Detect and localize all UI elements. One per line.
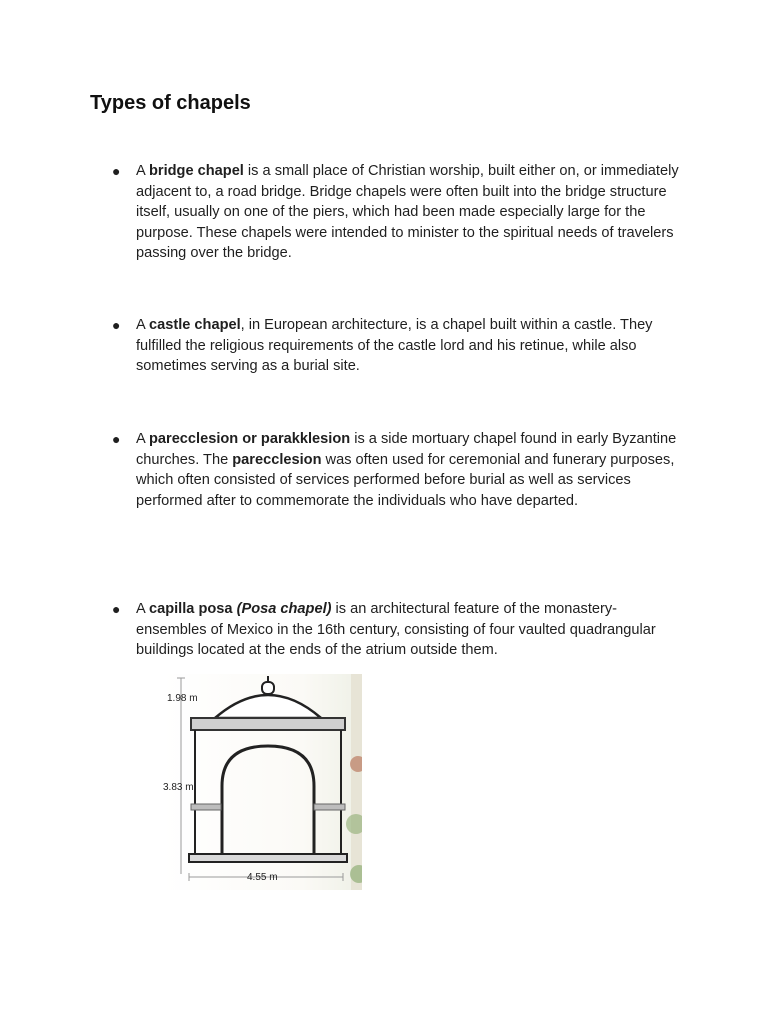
arch-opening [222, 746, 314, 854]
posa-chapel-diagram [163, 674, 362, 890]
bullet-icon: ● [112, 163, 121, 179]
bullet-icon: ● [112, 601, 121, 617]
list-item-parecclesion [112, 429, 682, 511]
item-text [136, 315, 682, 377]
impost-band-left [191, 804, 221, 810]
item-intro: A [136, 317, 149, 333]
base-plinth [189, 854, 347, 862]
item-text [136, 161, 682, 264]
item-middle: is a side mortuary chapel found in early Byzantine churches. The [136, 431, 677, 468]
item-term: bridge chapel [148, 163, 244, 179]
bullet-icon: ● [112, 431, 121, 447]
lantern [262, 682, 274, 694]
item-description: is an architectural feature of the monastery-ensembles of Mexico in the 16th century, consisting of four vaulted quadrangular buildings located at the ends of the atrium outside them. [136, 601, 656, 658]
cornice [191, 718, 345, 730]
item-term: parecclesion or parakklesion [148, 431, 351, 447]
item-intro: A [136, 431, 149, 447]
bullet-icon: ● [112, 317, 121, 333]
item-intro: A [136, 601, 149, 617]
item-term: capilla posa [148, 601, 233, 617]
item-alt-name: (Posa chapel) [236, 601, 332, 617]
item-intro: A [136, 163, 149, 179]
dimension-label-width: 4.55 m [247, 872, 278, 883]
item-term-secondary: parecclesion [232, 451, 322, 468]
list-item-castle-chapel [112, 315, 682, 377]
item-text [136, 429, 682, 511]
background-foliage [346, 814, 362, 834]
item-text [136, 599, 682, 661]
dimension-label-body-height: 3.83 m [163, 782, 194, 793]
page-title: Types of chapels [90, 92, 251, 114]
item-description: , in European architecture, is a chapel built within a castle. They fulfilled the religious requirements of the castle lord and his retinue, while also sometimes serving as a burial site. [136, 317, 653, 374]
posa-chapel-drawing [163, 674, 362, 890]
dome [215, 695, 321, 718]
list-item-capilla-posa [112, 599, 682, 661]
list-item-bridge-chapel [112, 161, 682, 264]
item-description: was often used for ceremonial and funerary purposes, which often consisted of services performed before burial as well as services performed after to commemorate the individuals who have departed. [136, 451, 675, 509]
impost-band-right [314, 804, 345, 810]
dimension-label-dome-height: 1.98 m [167, 693, 198, 704]
item-term: castle chapel [148, 317, 241, 333]
item-description: is a small place of Christian worship, built either on, or immediately adjacent to, a road bridge. Bridge chapels were often built into the bridge structure itself, usually on one of the piers, which had been made especially large for the purpose. These chapels were intended to minister to the spiritual needs of travelers passing over the bridge. [136, 163, 679, 261]
background-foliage [351, 674, 362, 890]
